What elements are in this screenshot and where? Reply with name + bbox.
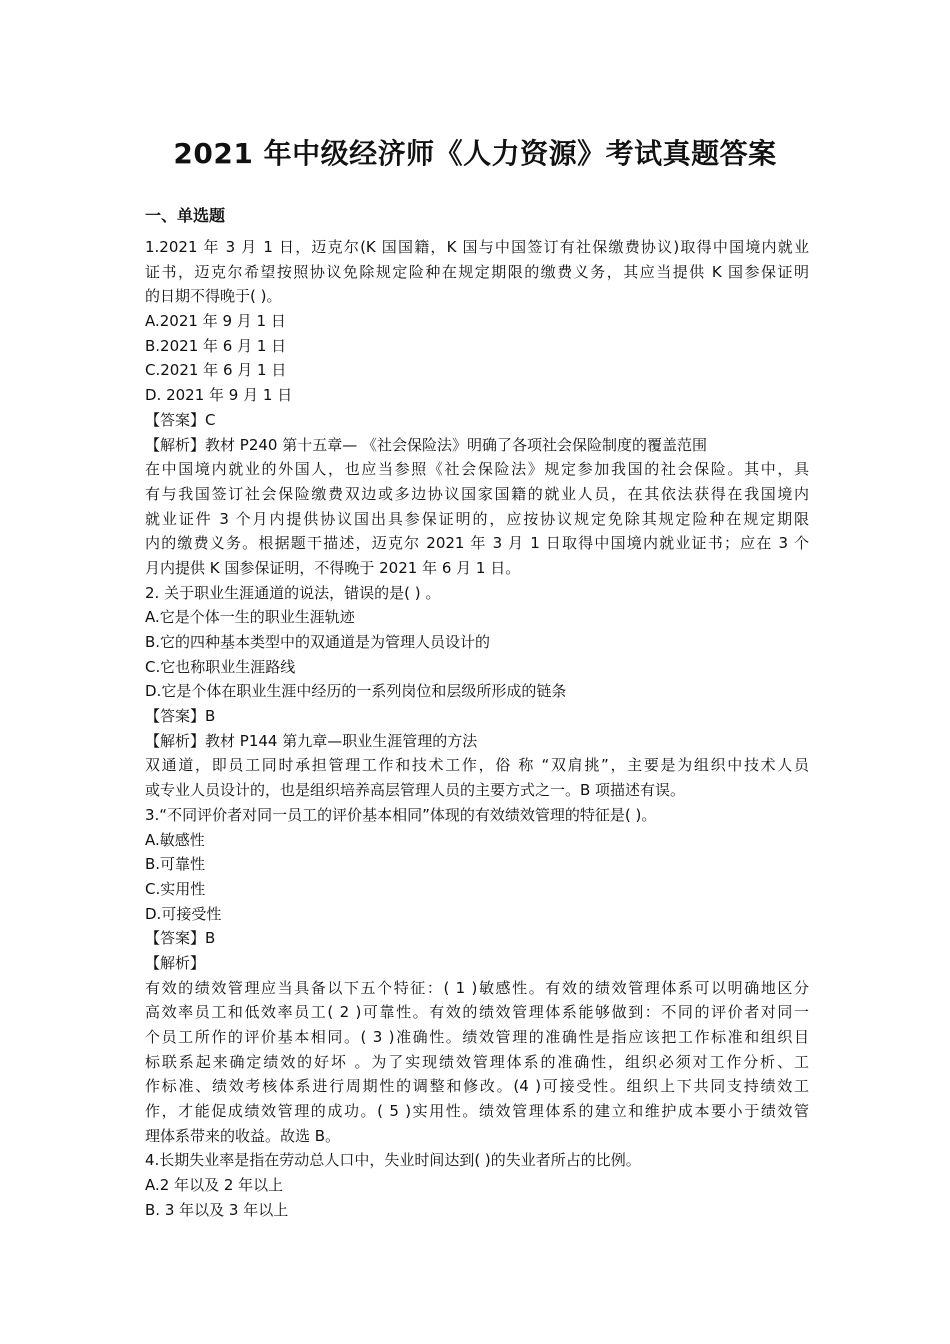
text-line: 3.“不同评价者对同一员工的评价基本相同”体现的有效绩效管理的特征是( )。 — [145, 805, 657, 824]
text-line: 【解析】教材 P144 第九章—职业生涯管理的方法 — [145, 731, 478, 750]
text-line: A.敏感性 — [145, 830, 205, 849]
text-line: A.它是个体一生的职业生涯轨迹 — [145, 608, 355, 627]
text-line: D. 2021 年 9 月 1 日 — [145, 386, 293, 405]
text-line: 月内提供 K 国参保证明，不得晚于 2021 年 6 月 1 日。 — [145, 558, 521, 577]
text-line: 就业证件 3 个月内提供协议国出具参保证明的，应按协议规定免除其规定险种在规定期限 — [145, 509, 809, 528]
text-line: A.2 年以及 2 年以上 — [145, 1176, 284, 1195]
text-line: B.可靠性 — [145, 855, 206, 874]
text-line: 2. 关于职业生涯通道的说法，错误的是( ) 。 — [145, 583, 441, 602]
text-line: 高效率员工和低效率员工( 2 )可靠性。有效的绩效管理体系能够做到：不同的评价者对同一 — [145, 1003, 809, 1022]
text-line: 或专业人员设计的，也是组织培养高层管理人员的主要方式之一。B 项描述有误。 — [145, 781, 686, 800]
text-line: 【解析】 — [145, 953, 206, 972]
text-line: 【答案】B — [145, 929, 216, 948]
document-body — [145, 235, 809, 1223]
text-line: 的日期不得晚于( )。 — [145, 287, 282, 306]
text-line: D.它是个体在职业生涯中经历的一系列岗位和层级所形成的链条 — [145, 682, 567, 701]
text-line: 【答案】B — [145, 707, 216, 726]
text-line: 【解析】教材 P240 第十五章— 《社会保险法》明确了各项社会保险制度的覆盖范围 — [145, 435, 707, 454]
text-line: C.它也称职业生涯路线 — [145, 657, 296, 676]
text-line: C.实用性 — [145, 879, 206, 898]
text-line: 4.长期失业率是指在劳动总人口中，失业时间达到( )的失业者所占的比例。 — [145, 1151, 641, 1170]
text-line: 1.2021 年 3 月 1 日，迈克尔(K 国国籍，K 国与中国签订有社保缴费协议)取得中国境内就业 — [145, 238, 809, 256]
text-line: 证书，迈克尔希望按照协议免除规定险种在规定期限的缴费义务，其应当提供 K 国参保证明 — [145, 262, 809, 281]
text-line: 双通道，即员工同时承担管理工作和技术工作，俗 称 “双肩挑”，主要是为组织中技术人员 — [145, 756, 809, 775]
text-line: 标联系起来确定绩效的好坏 。为了实现绩效管理体系的准确性，组织必须对工作分析、工 — [145, 1052, 809, 1071]
text-line: C.2021 年 6 月 1 日 — [145, 361, 287, 380]
text-line: 理体系带来的收益。故选 B。 — [145, 1126, 341, 1145]
document-title: 2021 年中级经济师《人力资源》考试真题答案 — [173, 137, 777, 170]
text-line: 作标准、绩效考核体系进行周期性的调整和修改。(4 )可接受性。组织上下共同支持绩效工 — [145, 1077, 809, 1096]
section-heading: 一、单选题 — [145, 206, 226, 225]
text-line: 有效的绩效管理应当具备以下五个特征：( 1 )敏感性。有效的绩效管理体系可以明确地区分 — [145, 978, 809, 997]
text-line: B.它的四种基本类型中的双通道是为管理人员设计的 — [145, 633, 491, 651]
text-line: 作，才能促成绩效管理的成功。( 5 )实用性。绩效管理体系的建立和维护成本要小于绩效管 — [145, 1102, 809, 1121]
text-line: 内的缴费义务。根据题干描述，迈克尔 2021 年 3 月 1 日取得中国境内就业证书；应在 3 个 — [145, 534, 809, 553]
text-line: D.可接受性 — [145, 904, 222, 923]
text-line: 个员工所作的评价基本相同。( 3 )准确性。绩效管理的准确性是指应该把工作标准和组织目 — [145, 1028, 809, 1046]
text-line: 在中国境内就业的外国人，也应当参照《社会保险法》规定参加我国的社会保险。其中，具 — [145, 460, 809, 479]
text-line: B.2021 年 6 月 1 日 — [145, 336, 287, 355]
text-line: A.2021 年 9 月 1 日 — [145, 312, 286, 331]
text-line: 【答案】C — [145, 410, 216, 429]
text-line: 有与我国签订社会保险缴费双边或多边协议国家国籍的就业人员，在其依法获得在我国境内 — [145, 484, 809, 503]
text-line: B. 3 年以及 3 年以上 — [145, 1200, 289, 1219]
